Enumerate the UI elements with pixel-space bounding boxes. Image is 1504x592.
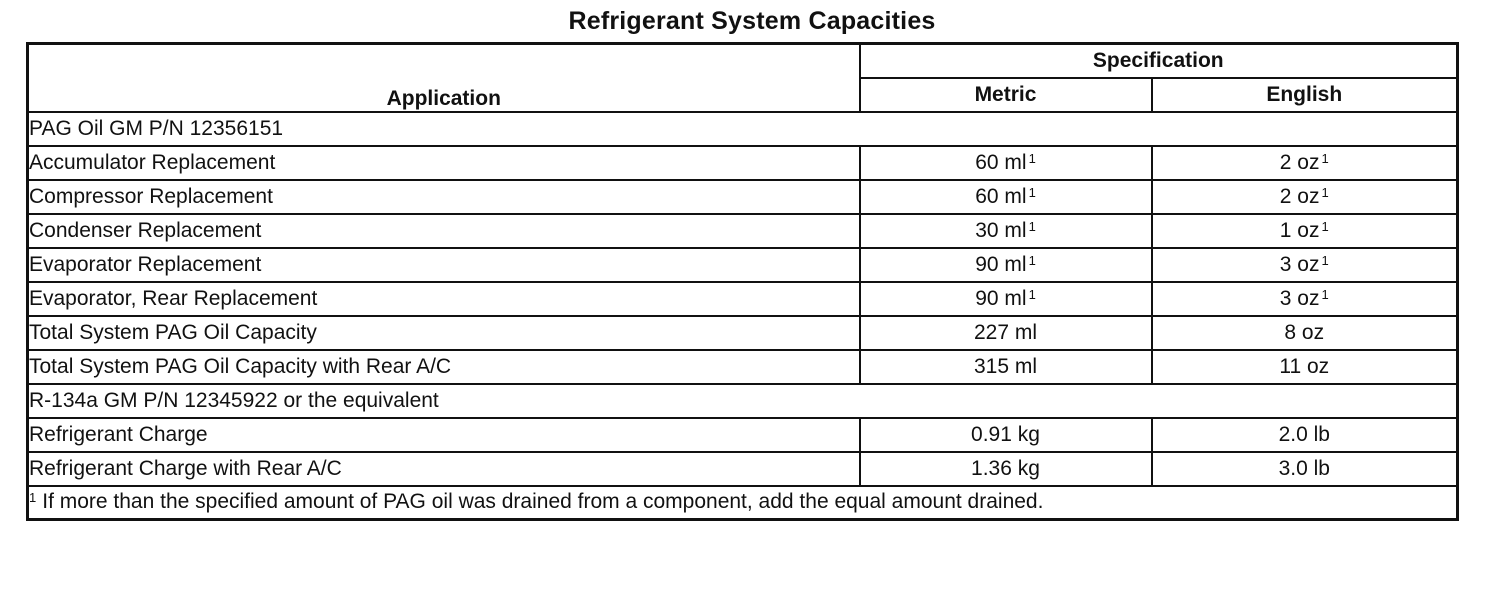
page-title: Refrigerant System Capacities xyxy=(568,7,936,35)
footnote xyxy=(28,486,1458,520)
footnote-marker: 1 xyxy=(29,490,37,506)
metric-cell xyxy=(860,452,1152,486)
table-row xyxy=(28,452,1458,486)
english-value: 11 oz xyxy=(1279,354,1330,378)
metric-cell xyxy=(860,180,1152,214)
application-cell: Evaporator Replacement xyxy=(28,248,860,282)
table-row xyxy=(28,350,1458,384)
footnote-reference: 1 xyxy=(1028,218,1036,234)
english-cell xyxy=(1152,418,1458,452)
metric-cell xyxy=(860,282,1152,316)
metric-value: 60 ml xyxy=(975,150,1027,174)
table-row xyxy=(28,282,1458,316)
english-cell xyxy=(1152,316,1458,350)
table-row xyxy=(28,418,1458,452)
metric-value: 30 ml xyxy=(975,218,1027,242)
column-header-specification: Specification xyxy=(860,44,1458,78)
english-value: 3 oz xyxy=(1279,286,1320,310)
group-label: R-134a GM P/N 12345922 or the equivalent xyxy=(28,384,1458,418)
table-row xyxy=(28,180,1458,214)
group-row xyxy=(28,384,1458,418)
english-cell xyxy=(1152,350,1458,384)
english-value: 2 oz xyxy=(1279,184,1320,208)
footnote-reference: 1 xyxy=(1321,218,1329,234)
application-cell: Accumulator Replacement xyxy=(28,146,860,180)
english-cell xyxy=(1152,248,1458,282)
english-value: 3.0 lb xyxy=(1278,456,1330,480)
english-value: 2 oz xyxy=(1279,150,1320,174)
application-cell: Refrigerant Charge xyxy=(28,418,860,452)
metric-cell xyxy=(860,316,1152,350)
footnote-row xyxy=(28,486,1458,520)
application-cell: Evaporator, Rear Replacement xyxy=(28,282,860,316)
english-cell xyxy=(1152,146,1458,180)
table-header xyxy=(28,44,1458,112)
english-value: 3 oz xyxy=(1279,252,1320,276)
group-label: PAG Oil GM P/N 12356151 xyxy=(28,112,1458,146)
metric-cell xyxy=(860,146,1152,180)
application-cell: Refrigerant Charge with Rear A/C xyxy=(28,452,860,486)
footnote-reference: 1 xyxy=(1321,150,1329,166)
footnote-reference: 1 xyxy=(1321,286,1329,302)
english-value: 2.0 lb xyxy=(1278,422,1330,446)
footnote-reference: 1 xyxy=(1028,252,1036,268)
metric-value: 1.36 kg xyxy=(971,456,1040,480)
footnote-text: If more than the specified amount of PAG oil was drained from a component, add the equal amount drained. xyxy=(42,490,1044,514)
application-cell: Total System PAG Oil Capacity xyxy=(28,316,860,350)
table-row xyxy=(28,248,1458,282)
table-body xyxy=(28,112,1458,486)
footnote-reference: 1 xyxy=(1321,252,1329,268)
metric-value: 0.91 kg xyxy=(971,422,1040,446)
footnote-reference: 1 xyxy=(1028,184,1036,200)
column-header-application: Application xyxy=(28,44,860,112)
english-cell xyxy=(1152,452,1458,486)
table-row xyxy=(28,146,1458,180)
english-value: 1 oz xyxy=(1279,218,1320,242)
table-row xyxy=(28,214,1458,248)
english-cell xyxy=(1152,180,1458,214)
metric-cell xyxy=(860,214,1152,248)
metric-cell xyxy=(860,248,1152,282)
capacities-table xyxy=(26,42,1459,521)
english-cell xyxy=(1152,282,1458,316)
metric-value: 90 ml xyxy=(975,252,1027,276)
metric-cell xyxy=(860,350,1152,384)
group-row xyxy=(28,112,1458,146)
english-cell xyxy=(1152,214,1458,248)
application-cell: Compressor Replacement xyxy=(28,180,860,214)
metric-cell xyxy=(860,418,1152,452)
footnote-reference: 1 xyxy=(1321,184,1329,200)
column-header-english: English xyxy=(1152,78,1458,112)
application-cell: Total System PAG Oil Capacity with Rear A/C xyxy=(28,350,860,384)
footnote-reference: 1 xyxy=(1028,150,1036,166)
metric-value: 90 ml xyxy=(975,286,1027,310)
metric-value: 227 ml xyxy=(973,320,1038,344)
footnote-reference: 1 xyxy=(1028,286,1036,302)
column-header-metric: Metric xyxy=(860,78,1152,112)
metric-value: 315 ml xyxy=(973,354,1038,378)
metric-value: 60 ml xyxy=(975,184,1027,208)
table-row xyxy=(28,316,1458,350)
application-cell: Condenser Replacement xyxy=(28,214,860,248)
english-value: 8 oz xyxy=(1284,320,1325,344)
